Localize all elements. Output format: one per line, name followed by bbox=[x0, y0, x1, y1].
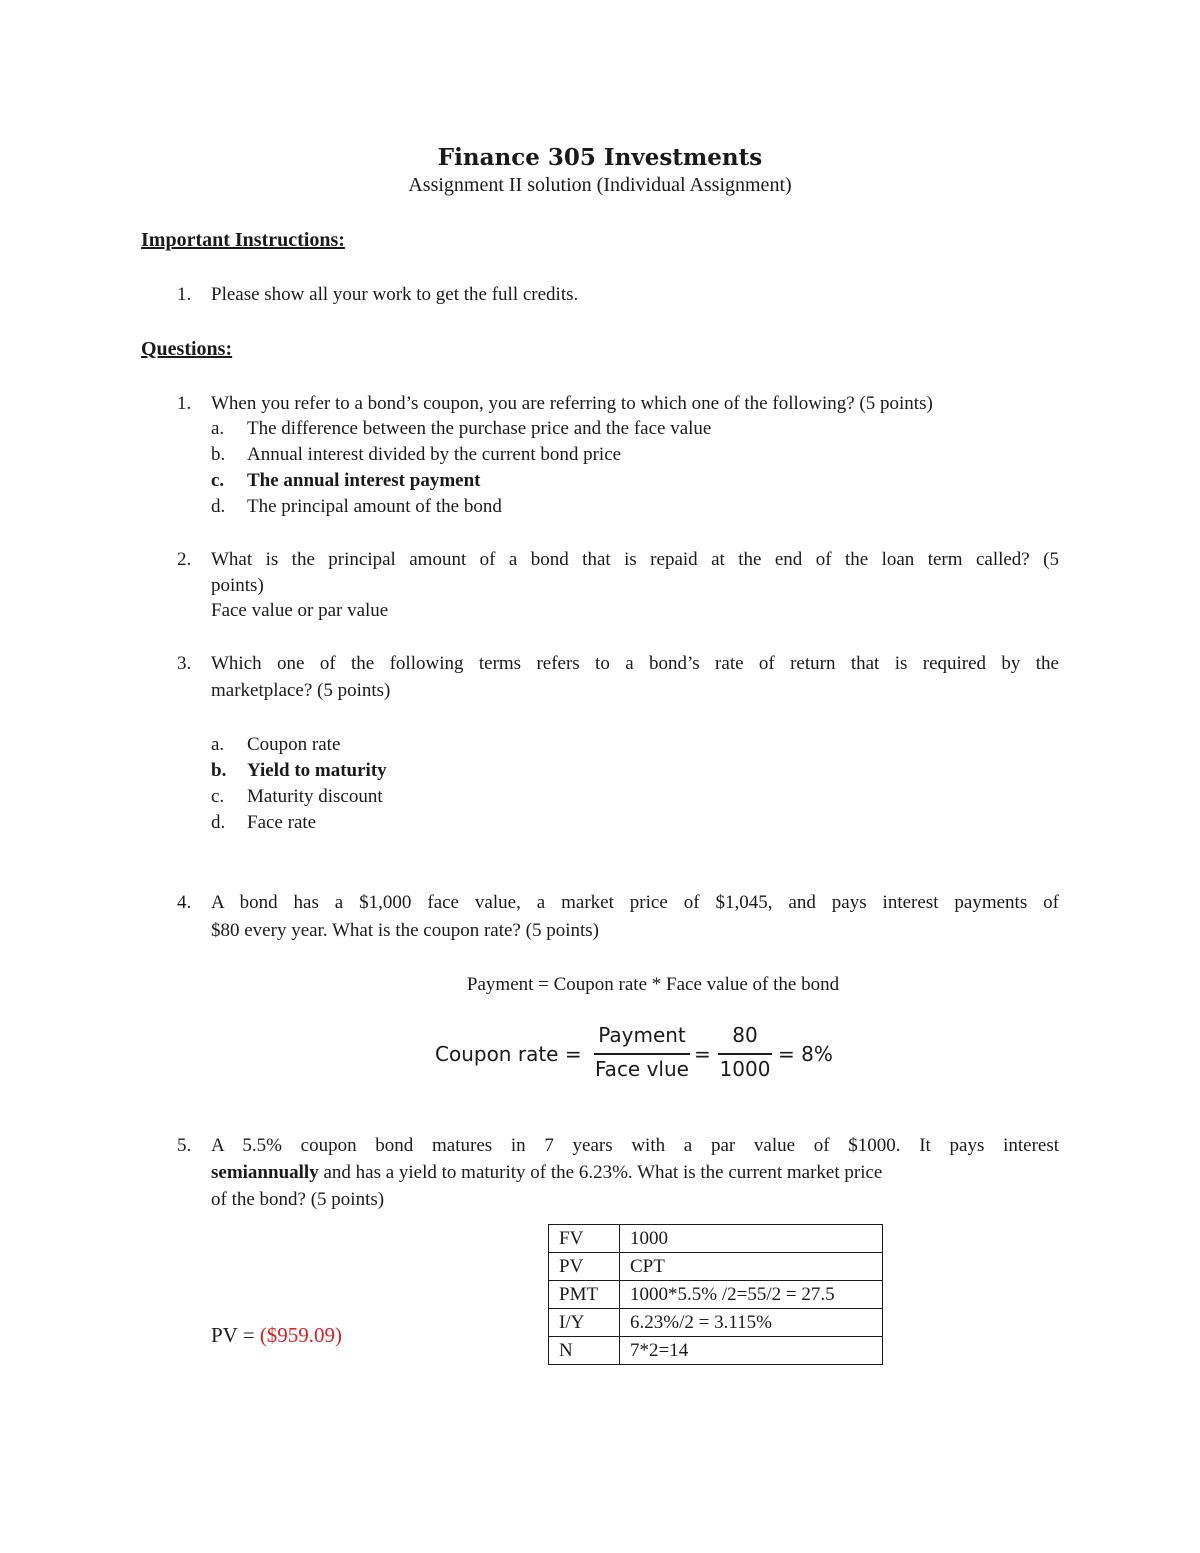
table-key-fv: FV bbox=[549, 1225, 620, 1253]
q3-text-line2: marketplace? (5 points) bbox=[211, 680, 391, 701]
table-value-n: 7*2=14 bbox=[620, 1337, 883, 1365]
formula-result: = 8% bbox=[778, 1042, 833, 1066]
q5-text-line2 bbox=[211, 1162, 882, 1184]
table-value-iy: 6.23%/2 = 3.115% bbox=[620, 1309, 883, 1337]
q3-option-letter: b. bbox=[211, 760, 227, 781]
table-key-pv: PV bbox=[549, 1253, 620, 1281]
q5-answer-value: ($959.09) bbox=[259, 1323, 343, 1347]
q3-option-c: Maturity discount bbox=[247, 786, 383, 807]
instruction-number: 1. bbox=[177, 284, 192, 305]
q1-number: 1. bbox=[177, 393, 192, 414]
q4-number: 4. bbox=[177, 892, 192, 913]
q3-text-line1: Which one of the following terms refers to a bond’s rate of return that is required by the bbox=[211, 653, 1059, 674]
q3-option-d: Face rate bbox=[247, 812, 317, 833]
q4-text-line1: A bond has a $1,000 face value, a market price of $1,045, and pays interest payments of bbox=[211, 892, 1059, 913]
formula-numerator-80: 80 bbox=[732, 1023, 758, 1047]
table-row bbox=[549, 1281, 883, 1309]
q3-number: 3. bbox=[177, 653, 192, 674]
q1-option-letter: c. bbox=[211, 470, 225, 491]
formula-denominator-1000: 1000 bbox=[719, 1057, 771, 1081]
q1-option-b: Annual interest divided by the current bond price bbox=[247, 444, 622, 465]
table-value-fv: 1000 bbox=[620, 1225, 883, 1253]
table-row bbox=[549, 1253, 883, 1281]
tvm-inputs-table bbox=[548, 1224, 883, 1365]
table-key-iy: I/Y bbox=[549, 1309, 620, 1337]
q4-formula-payment: Payment = Coupon rate * Face value of the bond bbox=[466, 974, 840, 995]
q5-answer bbox=[211, 1323, 342, 1348]
q1-option-a: The difference between the purchase price and the face value bbox=[247, 418, 712, 439]
q3-option-letter: d. bbox=[211, 812, 226, 833]
fraction-bar bbox=[718, 1053, 772, 1055]
questions-heading: Questions: bbox=[141, 338, 233, 360]
table-key-n: N bbox=[549, 1337, 620, 1365]
q2-text-line1: What is the principal amount of a bond that is repaid at the end of the loan term called? (5 bbox=[211, 549, 1059, 570]
instructions-heading: Important Instructions: bbox=[141, 229, 345, 251]
q1-option-c-correct: The annual interest payment bbox=[247, 470, 481, 491]
q2-number: 2. bbox=[177, 549, 192, 570]
document-subtitle: Assignment II solution (Individual Assignment) bbox=[408, 174, 792, 196]
table-key-pmt: PMT bbox=[549, 1281, 620, 1309]
formula-equals: = bbox=[694, 1042, 711, 1066]
q2-answer: Face value or par value bbox=[211, 600, 389, 621]
instruction-text: Please show all your work to get the full credits. bbox=[211, 284, 579, 305]
formula-lhs: Coupon rate = bbox=[435, 1042, 582, 1066]
table-row bbox=[549, 1309, 883, 1337]
table-value-pmt: 1000*5.5% /2=55/2 = 27.5 bbox=[620, 1281, 883, 1309]
q5-text-line2-rest: and has a yield to maturity of the 6.23%. What is the current market price bbox=[318, 1162, 883, 1183]
q5-answer-label: PV = bbox=[211, 1323, 260, 1347]
q4-text-line2: $80 every year. What is the coupon rate? (5 points) bbox=[211, 920, 599, 941]
q5-number: 5. bbox=[177, 1135, 192, 1156]
q5-emphasis-semiannually: semiannually bbox=[211, 1162, 319, 1183]
q5-text-line3: of the bond? (5 points) bbox=[211, 1189, 385, 1210]
q2-text-line2: points) bbox=[211, 575, 264, 596]
q1-option-d: The principal amount of the bond bbox=[247, 496, 502, 517]
formula-denominator-face-value: Face vlue bbox=[595, 1057, 689, 1081]
table-row bbox=[549, 1225, 883, 1253]
q1-option-letter: a. bbox=[211, 418, 225, 439]
q5-text-line1: A 5.5% coupon bond matures in 7 years with a par value of $1000. It pays interest bbox=[211, 1135, 1059, 1156]
fraction-bar bbox=[594, 1053, 690, 1055]
q1-option-letter: b. bbox=[211, 444, 226, 465]
q3-option-a: Coupon rate bbox=[247, 734, 341, 755]
q1-text: When you refer to a bond’s coupon, you are referring to which one of the following? (5 points) bbox=[211, 393, 933, 414]
q3-option-letter: c. bbox=[211, 786, 225, 807]
table-row bbox=[549, 1337, 883, 1365]
formula-numerator-payment: Payment bbox=[598, 1023, 686, 1047]
q3-option-b-correct: Yield to maturity bbox=[247, 760, 387, 781]
q1-option-letter: d. bbox=[211, 496, 226, 517]
document-title: Finance 305 Investments bbox=[437, 144, 763, 171]
q3-option-letter: a. bbox=[211, 734, 225, 755]
table-value-pv: CPT bbox=[620, 1253, 883, 1281]
